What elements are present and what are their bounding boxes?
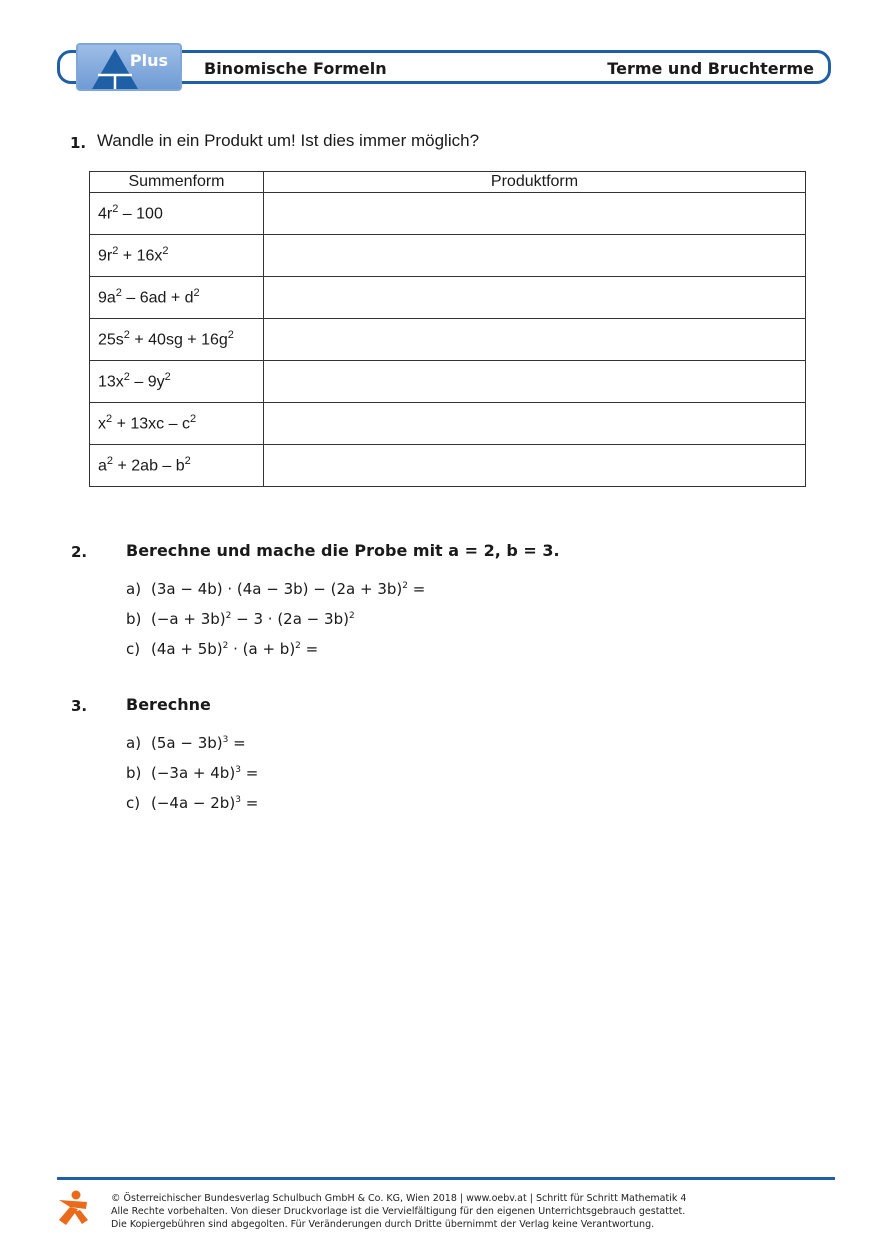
produktform-answer-cell[interactable]	[264, 445, 806, 487]
term-text: – 6ad + d	[121, 289, 194, 307]
plus-logo	[76, 43, 182, 91]
footer-copyright	[111, 1192, 686, 1231]
term-text: + 16x	[118, 247, 163, 265]
term-text: (4a + 5b)	[151, 640, 223, 658]
exponent: 2	[162, 245, 169, 258]
exercise-item	[126, 764, 258, 782]
term-text: + 13xc – c	[112, 415, 190, 433]
term-text: 25s	[98, 331, 124, 349]
item-letter: b)	[126, 610, 142, 628]
term-text: (3a − 4b) · (4a − 3b) − (2a + 3b)	[151, 580, 403, 598]
footer-line: Die Kopiergebühren sind abgegolten. Für Veränderungen durch Dritte übernimmt der Verlag keine Verantwortung.	[111, 1219, 655, 1230]
summenform-cell	[90, 277, 264, 319]
header-chapter: Terme und Bruchterme	[607, 59, 814, 78]
term-text: 9a	[98, 289, 116, 307]
term-text: − 3 · (2a − 3b)	[231, 610, 349, 628]
item-letter: c)	[126, 794, 141, 812]
term-text: – 9y	[129, 373, 165, 391]
term-text: =	[300, 640, 319, 658]
produktform-answer-cell[interactable]	[264, 361, 806, 403]
footer-line: Alle Rechte vorbehalten. Von dieser Druckvorlage ist die Vervielfältigung für den eigenen Unterrichtsgebrauch gestattet.	[111, 1206, 686, 1217]
exercise-item	[126, 794, 258, 812]
exponent: 2	[123, 329, 130, 342]
footer-line: © Österreichischer Bundesverlag Schulbuch GmbH & Co. KG, Wien 2018 | www.oebv.at | Schritt für Schritt Mathematik 4	[111, 1193, 687, 1204]
item-letter: b)	[126, 764, 142, 782]
exponent: 2	[189, 413, 197, 426]
exponent: 3	[235, 795, 241, 805]
task3-number: 3.	[71, 697, 88, 715]
term-text: 9r	[98, 247, 113, 265]
exponent: 2	[106, 413, 113, 426]
summenform-cell	[90, 319, 264, 361]
term-text: 13x	[98, 373, 124, 391]
term-text: =	[240, 764, 259, 782]
table-row	[90, 361, 806, 403]
exponent: 2	[115, 287, 122, 300]
term-text: (−a + 3b)	[151, 610, 226, 628]
exponent: 2	[227, 329, 234, 342]
item-letter: a)	[126, 580, 142, 598]
task3-title: Berechne	[126, 695, 211, 714]
produktform-answer-cell[interactable]	[264, 235, 806, 277]
summenform-cell	[90, 193, 264, 235]
term-text: x	[98, 415, 106, 433]
task1-instruction: Wandle in ein Produkt um! Ist dies immer möglich?	[97, 131, 480, 150]
table-row	[90, 445, 806, 487]
term-text: (5a − 3b)	[151, 734, 223, 752]
summenform-cell	[90, 403, 264, 445]
term-text: 4r	[98, 205, 113, 223]
column-header-summenform: Summenform	[90, 172, 264, 193]
exponent: 2	[225, 611, 232, 621]
exercise-item	[126, 580, 425, 598]
exponent: 2	[193, 287, 200, 300]
task1-number: 1.	[70, 134, 87, 152]
exercise-item	[126, 610, 355, 628]
header-topic: Binomische Formeln	[204, 59, 387, 78]
term-text: · (a + b)	[228, 640, 296, 658]
exponent: 2	[295, 641, 301, 651]
exponent: 3	[222, 735, 229, 745]
task2-number: 2.	[71, 543, 88, 561]
term-text: + 2ab – b	[113, 457, 185, 475]
exponent: 2	[112, 203, 119, 216]
column-header-produktform: Produktform	[264, 172, 806, 193]
produktform-answer-cell[interactable]	[264, 319, 806, 361]
term-text: – 100	[118, 205, 163, 223]
produktform-answer-cell[interactable]	[264, 277, 806, 319]
term-text: =	[228, 734, 246, 752]
term-text: =	[240, 794, 259, 812]
exponent: 2	[112, 245, 119, 258]
summenform-cell	[90, 445, 264, 487]
produktform-answer-cell[interactable]	[264, 193, 806, 235]
table-row	[90, 319, 806, 361]
item-letter: a)	[126, 734, 142, 752]
term-text: a	[98, 457, 107, 475]
exponent: 2	[222, 641, 229, 651]
term-text: (−4a − 2b)	[151, 794, 236, 812]
summenform-cell	[90, 361, 264, 403]
exercise-item	[126, 640, 318, 658]
footer-divider	[57, 1177, 835, 1180]
item-letter: c)	[126, 640, 141, 658]
table-row	[90, 277, 806, 319]
summenform-cell	[90, 235, 264, 277]
term-text: =	[407, 580, 426, 598]
exercise-table	[89, 171, 806, 487]
exponent: 2	[184, 455, 191, 468]
logo-label: Plus	[129, 51, 168, 70]
exponent: 2	[164, 371, 171, 384]
produktform-answer-cell[interactable]	[264, 403, 806, 445]
term-text: + 40sg + 16g	[129, 331, 228, 349]
exponent: 2	[402, 581, 408, 591]
exercise-item	[126, 734, 246, 752]
exponent: 2	[123, 371, 130, 384]
exponent: 3	[235, 765, 241, 775]
term-text: (−3a + 4b)	[151, 764, 236, 782]
table-row	[90, 235, 806, 277]
publisher-logo-icon	[56, 1190, 90, 1226]
table-row	[90, 193, 806, 235]
task2-title: Berechne und mache die Probe mit a = 2, b = 3.	[126, 541, 560, 560]
exponent: 2	[106, 455, 114, 468]
table-row	[90, 403, 806, 445]
exponent: 2	[348, 611, 355, 621]
